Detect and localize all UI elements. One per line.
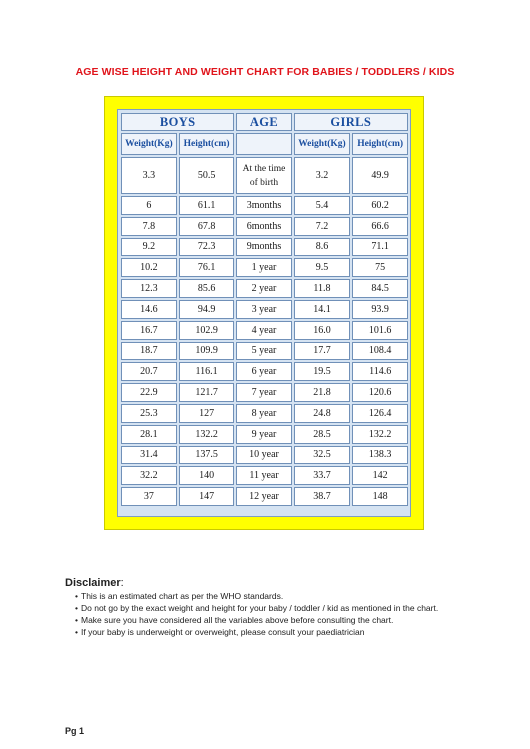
girls-weight-cell: 21.8: [294, 383, 351, 402]
girls-height-cell: 120.6: [352, 383, 408, 402]
age-cell: 2 year: [236, 279, 291, 298]
age-cell: 7 year: [236, 383, 291, 402]
girls-height-cell: 108.4: [352, 342, 408, 361]
boys-height-header: Height(cm): [179, 133, 235, 155]
bullet-icon: •: [75, 591, 78, 601]
boys-height-cell: 102.9: [179, 321, 235, 340]
girls-weight-cell: 32.5: [294, 446, 351, 465]
table-row: [121, 196, 408, 215]
boys-weight-cell: 20.7: [121, 362, 177, 381]
girls-height-cell: 132.2: [352, 425, 408, 444]
boys-height-cell: 137.5: [179, 446, 235, 465]
disclaimer-item: [75, 626, 455, 638]
boys-height-cell: 76.1: [179, 258, 235, 277]
girls-header: GIRLS: [294, 113, 408, 131]
age-cell: 11 year: [236, 466, 291, 485]
chart-panel: [117, 109, 411, 517]
boys-height-cell: 132.2: [179, 425, 235, 444]
boys-weight-cell: 7.8: [121, 217, 177, 236]
age-cell: [236, 157, 291, 194]
girls-height-cell: 114.6: [352, 362, 408, 381]
boys-height-cell: 50.5: [179, 157, 235, 194]
disclaimer-item: [75, 614, 455, 626]
girls-weight-cell: 5.4: [294, 196, 351, 215]
boys-height-cell: 140: [179, 466, 235, 485]
girls-height-cell: 126.4: [352, 404, 408, 423]
table-row: [121, 383, 408, 402]
table-row: [121, 321, 408, 340]
page-title: AGE WISE HEIGHT AND WEIGHT CHART FOR BABIES / TODDLERS / KIDS: [75, 66, 455, 78]
girls-height-cell: 60.2: [352, 196, 408, 215]
chart-frame: [104, 96, 424, 530]
girls-weight-cell: 11.8: [294, 279, 351, 298]
table-row: [121, 446, 408, 465]
girls-weight-cell: 28.5: [294, 425, 351, 444]
boys-height-cell: 61.1: [179, 196, 235, 215]
girls-weight-cell: 14.1: [294, 300, 351, 319]
disclaimer-list: [75, 590, 455, 638]
girls-height-cell: 93.9: [352, 300, 408, 319]
table-row: [121, 217, 408, 236]
girls-height-cell: 142: [352, 466, 408, 485]
boys-height-cell: 147: [179, 487, 235, 506]
page-number: Pg 1: [65, 726, 85, 736]
age-cell: 1 year: [236, 258, 291, 277]
bullet-icon: •: [75, 603, 78, 613]
boys-height-cell: 67.8: [179, 217, 235, 236]
table-row: [121, 238, 408, 257]
girls-weight-cell: 9.5: [294, 258, 351, 277]
boys-height-cell: 94.9: [179, 300, 235, 319]
girls-height-cell: 66.6: [352, 217, 408, 236]
boys-weight-cell: 14.6: [121, 300, 177, 319]
disclaimer-title: [65, 577, 124, 589]
girls-height-cell: 148: [352, 487, 408, 506]
girls-height-header: Height(cm): [352, 133, 408, 155]
boys-weight-cell: 6: [121, 196, 177, 215]
disclaimer-item-text: This is an estimated chart as per the WHO standards.: [81, 591, 284, 601]
girls-height-cell: 84.5: [352, 279, 408, 298]
boys-weight-cell: 12.3: [121, 279, 177, 298]
age-cell: 5 year: [236, 342, 291, 361]
age-cell: 10 year: [236, 446, 291, 465]
disclaimer-title-text: Disclaimer: [65, 577, 121, 589]
age-cell-line: At the time: [242, 163, 286, 174]
girls-weight-header: Weight(Kg): [294, 133, 351, 155]
boys-weight-cell: 9.2: [121, 238, 177, 257]
boys-height-cell: 127: [179, 404, 235, 423]
girls-height-cell: 101.6: [352, 321, 408, 340]
group-header-row: [121, 113, 408, 131]
table-row: [121, 300, 408, 319]
girls-weight-cell: 38.7: [294, 487, 351, 506]
disclaimer-item: [75, 590, 455, 602]
age-cell: 9 year: [236, 425, 291, 444]
boys-weight-cell: 3.3: [121, 157, 177, 194]
girls-weight-cell: 24.8: [294, 404, 351, 423]
bullet-icon: •: [75, 627, 78, 637]
height-weight-table: [119, 111, 410, 508]
girls-weight-cell: 8.6: [294, 238, 351, 257]
age-cell: 12 year: [236, 487, 291, 506]
girls-height-cell: 75: [352, 258, 408, 277]
age-cell: 3months: [236, 196, 291, 215]
table-row: [121, 404, 408, 423]
boys-height-cell: 85.6: [179, 279, 235, 298]
boys-weight-cell: 25.3: [121, 404, 177, 423]
table-row: [121, 157, 408, 194]
age-cell: 4 year: [236, 321, 291, 340]
boys-weight-header: Weight(Kg): [121, 133, 177, 155]
boys-weight-cell: 31.4: [121, 446, 177, 465]
disclaimer-item: [75, 602, 455, 614]
girls-weight-cell: 17.7: [294, 342, 351, 361]
disclaimer-item-text: If your baby is underweight or overweight, please consult your paediatrician: [81, 627, 365, 637]
girls-weight-cell: 19.5: [294, 362, 351, 381]
girls-weight-cell: 3.2: [294, 157, 351, 194]
age-cell: 6 year: [236, 362, 291, 381]
boys-weight-cell: 37: [121, 487, 177, 506]
disclaimer-colon: :: [120, 577, 124, 589]
table-row: [121, 279, 408, 298]
boys-weight-cell: 16.7: [121, 321, 177, 340]
boys-height-cell: 72.3: [179, 238, 235, 257]
age-subheader-blank: [236, 133, 291, 155]
table-row: [121, 362, 408, 381]
girls-height-cell: 71.1: [352, 238, 408, 257]
table-row: [121, 425, 408, 444]
boys-height-cell: 121.7: [179, 383, 235, 402]
girls-weight-cell: 33.7: [294, 466, 351, 485]
age-cell: 3 year: [236, 300, 291, 319]
girls-weight-cell: 7.2: [294, 217, 351, 236]
table-row: [121, 258, 408, 277]
girls-weight-cell: 16.0: [294, 321, 351, 340]
age-header: AGE: [236, 113, 291, 131]
age-cell: 9months: [236, 238, 291, 257]
age-cell-line: of birth: [249, 177, 279, 188]
sub-header-row: [121, 133, 408, 155]
disclaimer-item-text: Do not go by the exact weight and height for your baby / toddler / kid as mentioned in the chart.: [81, 603, 439, 613]
boys-header: BOYS: [121, 113, 234, 131]
boys-weight-cell: 18.7: [121, 342, 177, 361]
bullet-icon: •: [75, 615, 78, 625]
boys-weight-cell: 32.2: [121, 466, 177, 485]
boys-weight-cell: 22.9: [121, 383, 177, 402]
boys-height-cell: 109.9: [179, 342, 235, 361]
boys-height-cell: 116.1: [179, 362, 235, 381]
disclaimer-item-text: Make sure you have considered all the variables above before consulting the chart.: [81, 615, 394, 625]
age-cell: 6months: [236, 217, 291, 236]
table-row: [121, 342, 408, 361]
boys-weight-cell: 10.2: [121, 258, 177, 277]
table-row: [121, 487, 408, 506]
boys-weight-cell: 28.1: [121, 425, 177, 444]
girls-height-cell: 49.9: [352, 157, 408, 194]
girls-height-cell: 138.3: [352, 446, 408, 465]
age-cell: 8 year: [236, 404, 291, 423]
table-row: [121, 466, 408, 485]
